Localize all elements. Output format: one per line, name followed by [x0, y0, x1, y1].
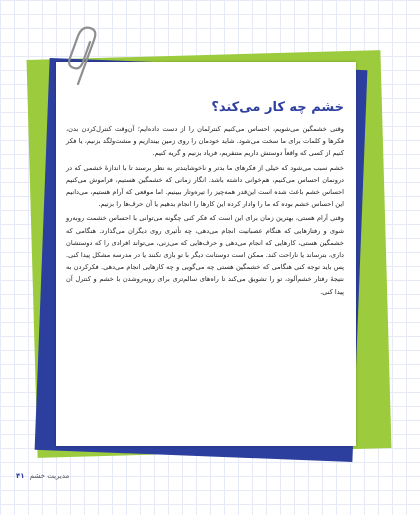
footer-section-title: مدیریت خشم — [29, 472, 70, 480]
paragraph-3: وقتی آرام هستی، بهترین زمان برای این است که فکر کنی چگونه می‌توانی با احساس خشمت روبه‌رو شوی و رفتارهایی که هنگام عصبانیت انجام می‌دهی، چه تأثیری روی دیگران می‌گذارد. هنگامی که خشمگین هستی، کارهایی که انجام می‌دهی و حرف‌هایی که می‌زنی، می‌تواند افرادی را که دوستشان داری، بترساند یا ناراحت کند. ممکن است دوستانت دیگر با تو بازی نکنند یا در مدرسه مشکل پیدا کنی. پس باید توجه کنی هنگامی که خشمگین هستی چه می‌گویی و چه کارهایی انجام می‌دهی. فکرکردن به نتیجهٔ رفتار خشم‌آلود، تو را تشویق می‌کند تا راه‌های سالم‌تری برای روبه‌روشدن با خشم و کنترل آن پیدا کنی. — [66, 214, 344, 296]
paperclip-icon — [66, 26, 102, 90]
note-card — [56, 62, 356, 446]
page-footer — [16, 472, 69, 480]
card-content — [66, 100, 344, 300]
paragraph-1: وقتی خشمگین می‌شویم، احساس می‌کنیم کنترلمان را از دست داده‌ایم؛ آن‌وقت کنترل‌کردن بدن، فکرها و کلمات برای ما سخت می‌شود. شاید خودمان را روی زمین بیندازیم و مشت‌ولگد بزنیم، یا فکر کنیم از کسی که واقعاً دوستش داریم متنفریم، فریاد بزنیم و گریه کنیم. — [66, 125, 344, 158]
page-number: ۴۱ — [16, 472, 25, 480]
card-title: خشم چه کار می‌کند؟ — [211, 100, 344, 115]
paragraph-2: خشم سبب می‌شود که خیلی از فکرهای ما بدتر و ناخوشایندتر به نظر برسند تا با اندازهٔ خشمی که در درونمان احساس می‌کنیم، هم‌خوانی داشته باشد. انگار زمانی که خشمگین هستیم، فراموش می‌کنیم احساس خشم باعث شده است این‌قدر همه‌چیز را تیره‌وتار ببینیم. اما موقعی که آرام هستیم، می‌دانیم این احساس خشم بوده که ما را وادار کرده این کارها را انجام بدهیم یا آن حرف‌ها را بزنیم. — [66, 163, 344, 209]
